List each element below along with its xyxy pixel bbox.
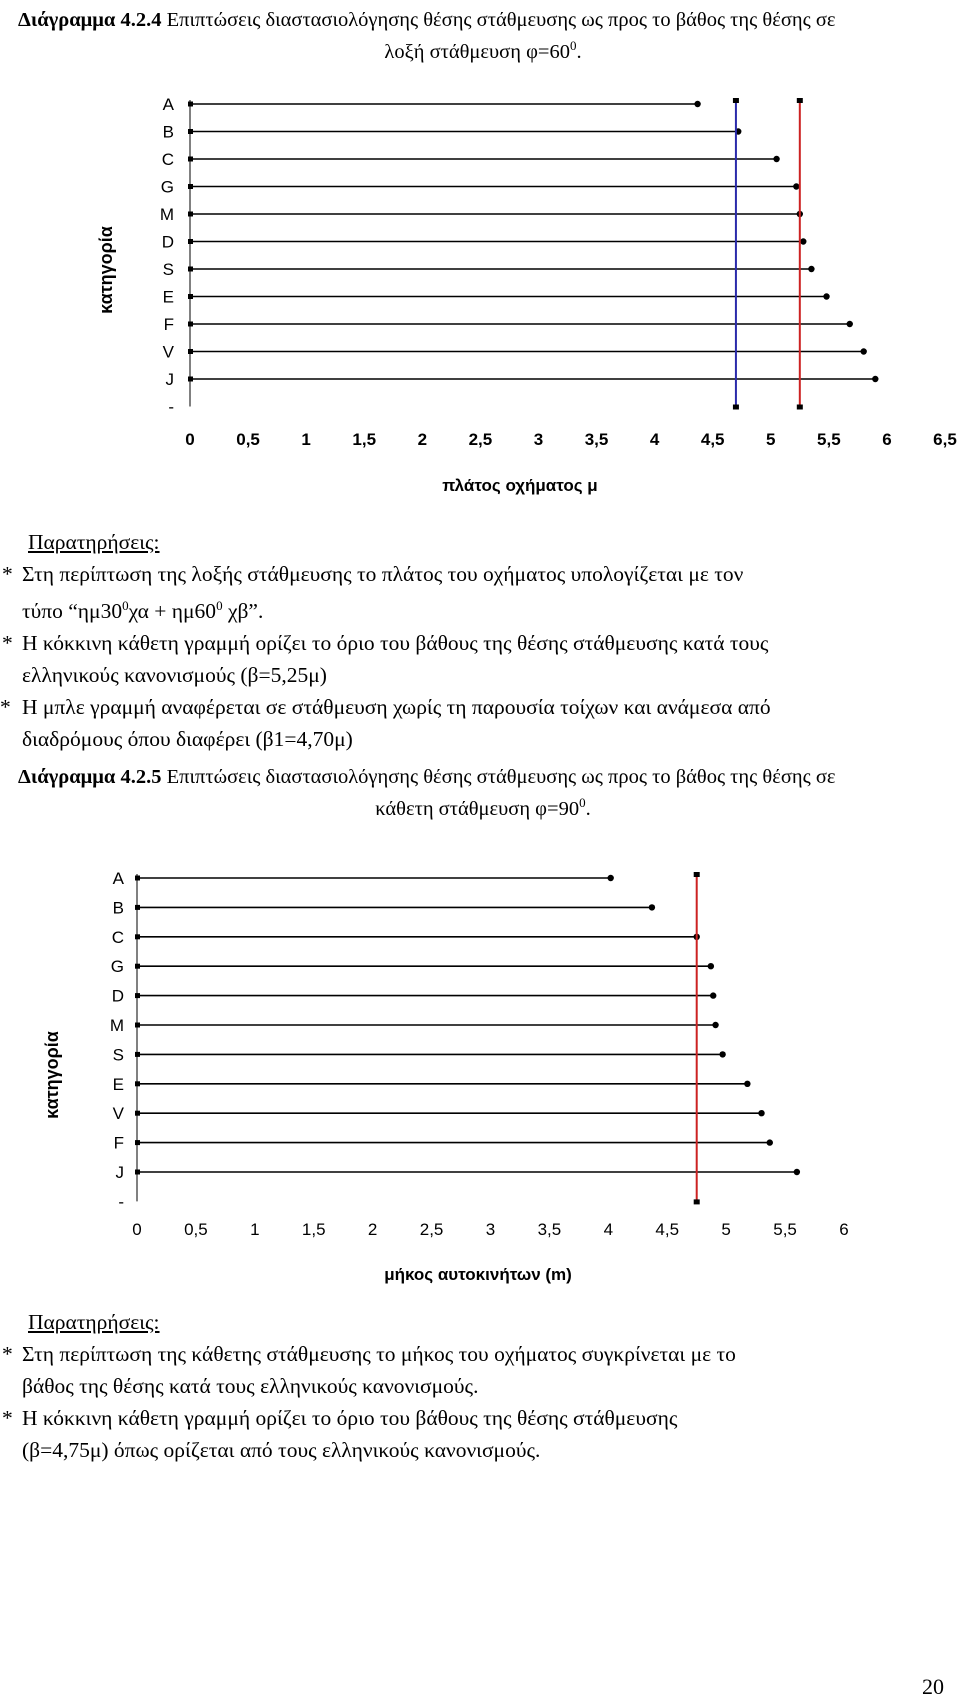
x-tick-label: 5: [721, 1220, 731, 1239]
category-label: E: [162, 287, 174, 307]
category-label: V: [162, 342, 174, 362]
x-tick-label: 3: [485, 1220, 496, 1239]
bar-end-point: [710, 992, 716, 998]
x-tick-label: 6: [839, 1220, 849, 1239]
category-label: E: [112, 1074, 124, 1094]
category-label: M: [109, 1016, 124, 1035]
notes-block-2: [0, 1306, 960, 1466]
note-star: *: [2, 631, 13, 656]
category-label: V: [112, 1104, 124, 1124]
caption-2-end: .: [585, 797, 591, 820]
note-1-2-line-2: ελληνικούς κανονισμούς (β=5,25μ): [22, 663, 327, 688]
x-tick-label: 2,5: [468, 430, 493, 449]
bar-end-point: [767, 1139, 773, 1145]
note-star: *: [2, 1406, 13, 1430]
bar-end-point: [708, 963, 714, 969]
note-1-3-line-2: διαδρόμους όπου διαφέρει (β1=4,70μ): [22, 727, 353, 752]
bar-end-point: [719, 1051, 725, 1057]
bar-start-marker: [135, 964, 140, 969]
page-number: 20: [922, 1674, 944, 1699]
note-2-2-line-2: (β=4,75μ) όπως ορίζεται από τους ελληνικούς κανονισμούς.: [22, 1438, 541, 1462]
notes-2-heading: Παρατηρήσεις:: [28, 1310, 160, 1334]
x-tick-label: 4: [603, 1220, 614, 1239]
category-label: F: [163, 315, 174, 334]
x-tick-label: 4,5: [655, 1220, 680, 1239]
category-label: J: [165, 370, 174, 389]
x-tick-label: 1,5: [352, 430, 377, 449]
x-tick-label: 0,5: [236, 430, 260, 449]
x-tick-label: 4: [649, 430, 660, 449]
x-axis-title: πλάτος οχήματος μ: [442, 476, 598, 495]
caption-2-number: Διάγραμμα 4.2.5: [18, 766, 162, 788]
caption-1-text: Επιπτώσεις διαστασιολόγησης θέσης στάθμευσης ως προς το βάθος της θέσης σε: [161, 9, 836, 31]
x-tick-label: 3,5: [584, 430, 609, 449]
note-2-1: [0, 1338, 954, 1402]
category-label: C: [111, 927, 124, 947]
caption-1-sup: 0: [569, 38, 577, 53]
note-star: *: [0, 695, 11, 720]
x-tick-label: 6,5: [933, 430, 957, 449]
caption-2-sup: 0: [579, 795, 586, 810]
bar-end-point: [607, 875, 613, 881]
bar-start-marker: [135, 1052, 140, 1057]
category-label: G: [110, 957, 124, 977]
x-tick-label: 5: [766, 430, 776, 449]
y-axis-title: κατηγορία: [42, 1031, 62, 1119]
category-label: A: [112, 869, 124, 888]
category-label: F: [113, 1133, 124, 1153]
reference-line-bottom-marker: [694, 1199, 700, 1204]
note-2-2: [0, 1402, 954, 1466]
x-tick-label: 3,5: [537, 1220, 562, 1239]
x-axis-title: μήκος αυτοκινήτων (m): [384, 1265, 572, 1284]
category-label: D: [161, 232, 174, 252]
x-tick-label: 6: [882, 430, 892, 449]
note-formula-part-2: χα + ημ60: [128, 599, 217, 624]
category-label: A: [162, 95, 174, 114]
category-label: S: [112, 1045, 124, 1065]
y-axis-title: κατηγορία: [96, 226, 116, 314]
bar-start-marker: [135, 1111, 140, 1116]
note-formula-sup-2: 0: [216, 598, 223, 613]
bar-end-point: [744, 1081, 750, 1087]
x-tick-label: 2: [367, 1220, 378, 1239]
bar-start-marker: [135, 1170, 140, 1175]
category-label: B: [112, 898, 124, 918]
x-tick-label: 1,5: [301, 1220, 326, 1239]
note-formula-part-3: χβ”.: [222, 599, 264, 624]
note-1-3-line-1: Η μπλε γραμμή αναφέρεται σε στάθμευση χωρίς τη παρουσία τοίχων και ανάμεσα από: [22, 695, 771, 720]
bar-start-marker: [135, 905, 140, 910]
category-label: S: [162, 260, 174, 279]
note-2-1-line-1: Στη περίπτωση της κάθετης στάθμευσης το μήκος του οχήματος συγκρίνεται με το: [22, 1342, 736, 1366]
bar-start-marker: [135, 1140, 140, 1145]
caption-2-text: Επιπτώσεις διαστασιολόγησης θέσης στάθμευσης ως προς το βάθος της θέσης σε: [161, 766, 836, 788]
caption-1-end: .: [576, 40, 582, 63]
x-tick-label: 2,5: [419, 1220, 444, 1239]
note-formula-sup-1: 0: [122, 598, 129, 613]
x-tick-label: 1: [301, 430, 311, 449]
caption-1-number: Διάγραμμα 4.2.4: [18, 9, 162, 31]
note-1-2-line-1: Η κόκκινη κάθετη γραμμή ορίζει το όριο του βάθους της θέσης στάθμευσης κατά τους: [22, 631, 769, 656]
bar-start-marker: [135, 1081, 140, 1086]
note-formula-part-1: τύπο “ημ30: [22, 599, 123, 624]
x-tick-label: 0,5: [184, 1220, 208, 1239]
category-label: M: [159, 205, 174, 224]
bar-start-marker: [135, 876, 140, 881]
bar-end-point: [794, 1169, 800, 1175]
category-empty-tick: -: [118, 1192, 124, 1212]
notes-1-heading: Παρατηρήσεις:: [28, 530, 160, 554]
note-1-1-line-1: Στη περίπτωση της λοξής στάθμευσης το πλάτος του οχήματος υπολογίζεται με τον: [22, 562, 744, 586]
note-star: *: [2, 562, 13, 586]
x-tick-label: 4,5: [700, 430, 725, 449]
bar-end-point: [649, 904, 655, 910]
x-tick-label: 1: [250, 1220, 260, 1239]
category-label: C: [161, 150, 174, 169]
caption-1-text-2: λοξή στάθμευση φ=60: [384, 40, 570, 63]
reference-line-top-marker: [694, 872, 700, 877]
x-tick-label: 0: [132, 1220, 142, 1239]
bar-start-marker: [135, 993, 140, 998]
category-empty-tick: -: [168, 397, 174, 417]
note-2-2-line-1: Η κόκκινη κάθετη γραμμή ορίζει το όριο του βάθους της θέσης στάθμευσης: [22, 1406, 678, 1430]
category-label: D: [111, 986, 124, 1006]
bar-end-point: [712, 1022, 718, 1028]
x-tick-label: 5,5: [773, 1220, 797, 1239]
category-label: B: [162, 122, 174, 142]
category-label: G: [160, 177, 174, 197]
x-tick-label: 2: [417, 430, 428, 449]
bar-start-marker: [135, 934, 140, 939]
x-tick-label: 0: [185, 430, 195, 449]
x-tick-label: 3: [533, 430, 544, 449]
bar-end-point: [758, 1110, 764, 1116]
category-label: J: [115, 1163, 124, 1182]
caption-2-text-2: κάθετη στάθμευση φ=90: [375, 797, 580, 820]
note-2-1-line-2: βάθος της θέσης κατά τους ελληνικούς κανονισμούς.: [22, 1374, 479, 1398]
x-tick-label: 5,5: [817, 430, 841, 449]
bar-start-marker: [135, 1023, 140, 1028]
note-star: *: [2, 1342, 13, 1366]
